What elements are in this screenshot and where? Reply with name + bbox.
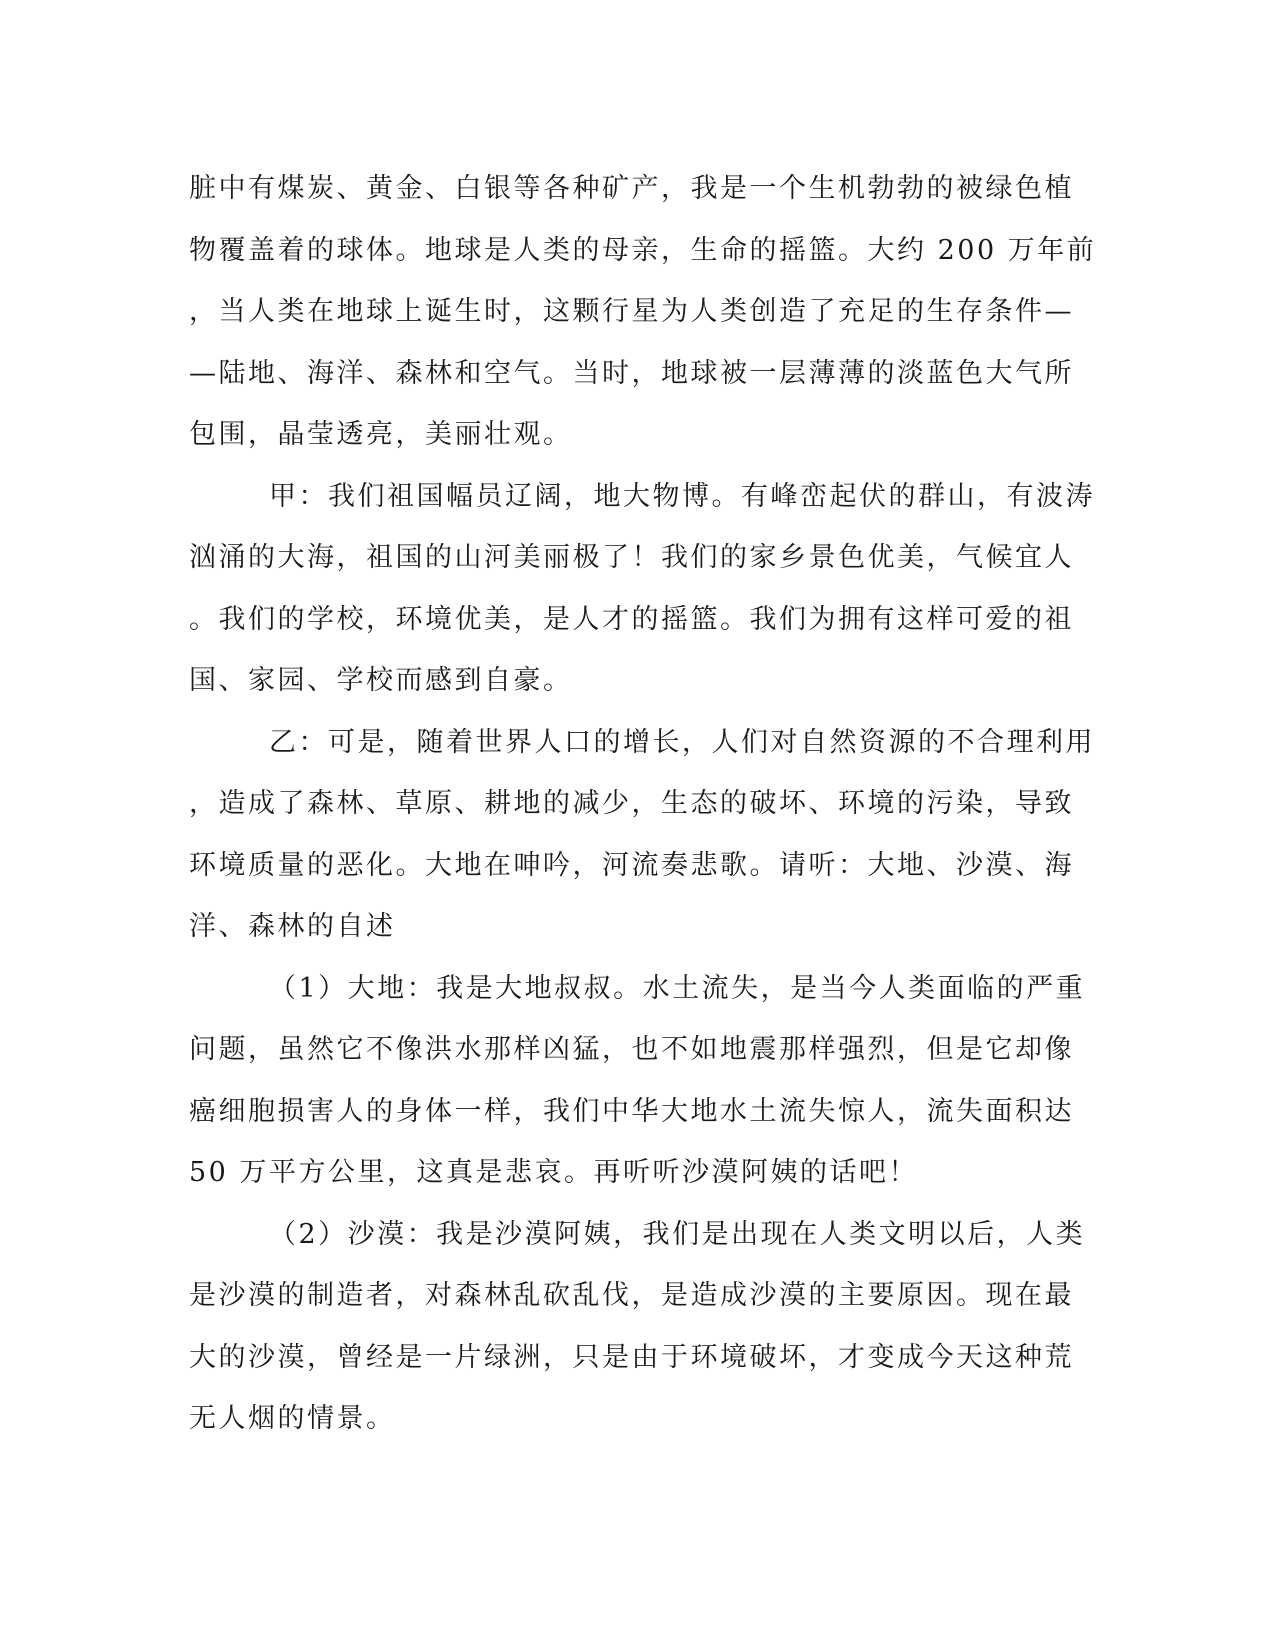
paragraph-first-line: 乙：可是，随着世界人口的增长，人们对自然资源的不合理利用 <box>269 726 1095 758</box>
text-line: ，造成了森林、草原、耕地的减少，生态的破坏、环境的污染，导致 <box>189 788 1074 819</box>
text-line: —陆地、海洋、森林和空气。当时，地球被一层薄薄的淡蓝色大气所 <box>189 357 1074 389</box>
document-body <box>189 158 1097 1450</box>
text-line: 大的沙漠，曾经是一片绿洲，只是由于环境破坏，才变成今天这种荒 <box>189 1341 1074 1373</box>
text-line: 。我们的学校，环境优美，是人才的摇篮。我们为拥有这样可爱的祖 <box>189 603 1074 635</box>
text-line: 国、家园、学校而感到自豪。 <box>189 665 573 696</box>
text-line: 50 万平方公里，这真是悲哀。再听听沙漠阿姨的话吧！ <box>189 1157 918 1188</box>
text-line: 物覆盖着的球体。地球是人类的母亲，生命的摇篮。大约 200 万年前 <box>189 234 1097 266</box>
text-line: 癌细胞损害人的身体一样，我们中华大地水土流失惊人，流失面积达 <box>189 1095 1074 1127</box>
text-line: 洋、森林的自述 <box>189 911 396 942</box>
text-line: 包围，晶莹透亮，美丽壮观。 <box>189 419 573 450</box>
paragraph-first-line: （1）大地：我是大地叔叔。水土流失，是当今人类面临的严重 <box>269 972 1086 1004</box>
paragraph-first-line: （2）沙漠：我是沙漠阿姨，我们是出现在人类文明以后，人类 <box>269 1218 1086 1250</box>
text-line: 脏中有煤炭、黄金、白银等各种矿产，我是一个生机勃勃的被绿色植 <box>189 173 1074 204</box>
text-line: 是沙漠的制造者，对森林乱砍乱伐，是造成沙漠的主要原因。现在最 <box>189 1280 1074 1311</box>
text-line: 无人烟的情景。 <box>189 1403 396 1434</box>
text-line: ，当人类在地球上诞生时，这颗行星为人类创造了充足的生存条件— <box>189 296 1074 327</box>
text-line: 环境质量的恶化。大地在呻吟，河流奏悲歌。请听：大地、沙漠、海 <box>189 849 1074 881</box>
text-line: 问题，虽然它不像洪水那样凶猛，也不如地震那样强烈，但是它却像 <box>189 1034 1074 1065</box>
text-line: 汹涌的大海，祖国的山河美丽极了！我们的家乡景色优美，气候宜人 <box>189 542 1074 573</box>
paragraph-first-line: 甲：我们祖国幅员辽阔，地大物博。有峰峦起伏的群山，有波涛 <box>269 480 1095 512</box>
